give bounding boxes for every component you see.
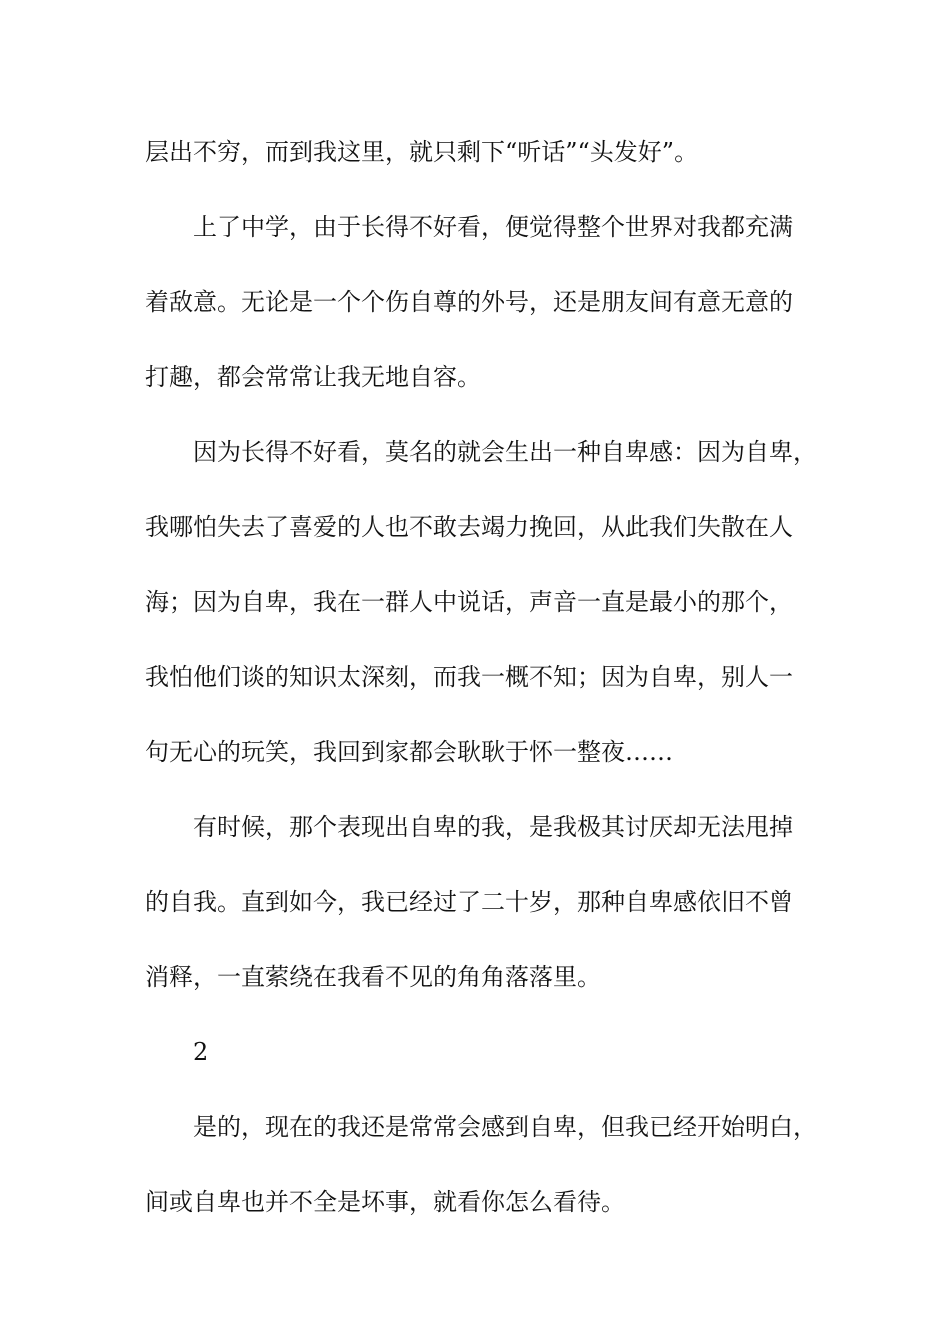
text-line: 我哪怕失去了喜爱的人也不敢去竭力挽回，从此我们失散在人	[145, 513, 793, 541]
paragraph-first-line: 有时候，那个表现出自卑的我，是我极其讨厌却无法甩掉	[193, 813, 793, 841]
text-line: 我怕他们谈的知识太深刻，而我一概不知；因为自卑，别人一	[145, 663, 793, 691]
paragraph-first-line: 是的，现在的我还是常常会感到自卑，但我已经开始明白，	[193, 1113, 817, 1141]
paragraph-first-line: 上了中学，由于长得不好看，便觉得整个世界对我都充满	[193, 213, 793, 241]
text-line: 消释，一直萦绕在我看不见的角角落落里。	[145, 963, 601, 991]
section-number: 2	[193, 1038, 209, 1066]
paragraph-first-line: 因为长得不好看，莫名的就会生出一种自卑感：因为自卑，	[193, 438, 817, 466]
text-line: 着敌意。无论是一个个伤自尊的外号，还是朋友间有意无意的	[145, 288, 793, 316]
text-line: 层出不穷，而到我这里，就只剩下“听话”“头发好”。	[145, 138, 699, 166]
text-line: 海；因为自卑，我在一群人中说话，声音一直是最小的那个，	[145, 588, 793, 616]
text-line: 打趣，都会常常让我无地自容。	[145, 363, 481, 391]
text-line: 间或自卑也并不全是坏事，就看你怎么看待。	[145, 1188, 625, 1216]
text-line: 的自我。直到如今，我已经过了二十岁，那种自卑感依旧不曾	[145, 888, 793, 916]
text-line: 句无心的玩笑，我回到家都会耿耿于怀一整夜……	[145, 738, 673, 766]
